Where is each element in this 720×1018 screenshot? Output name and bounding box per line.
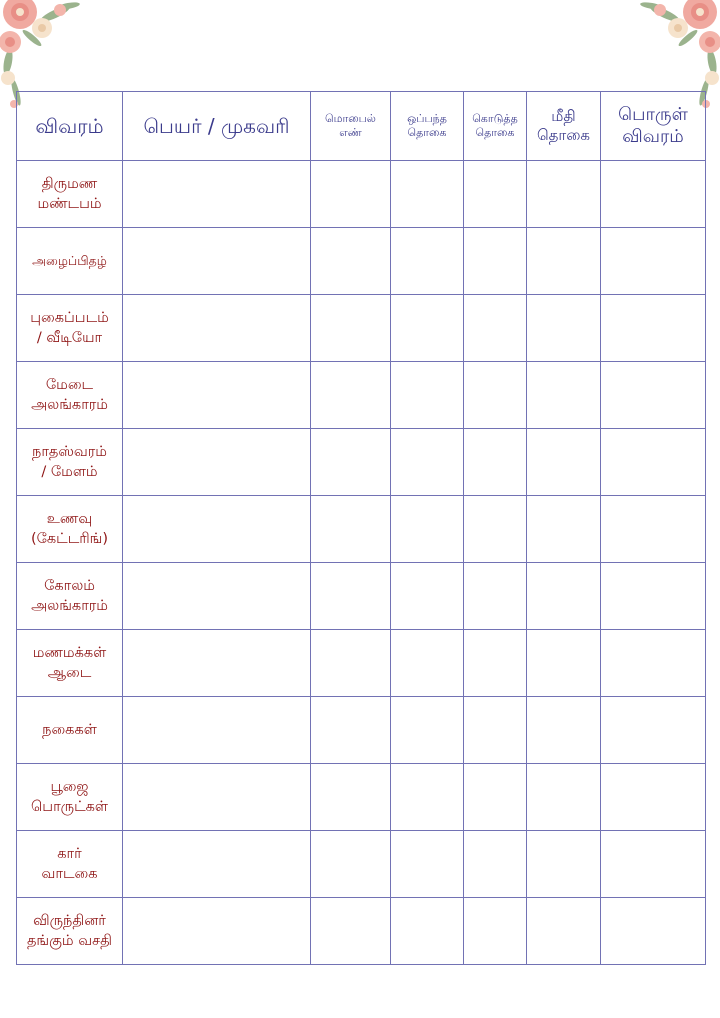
table-row <box>17 697 706 764</box>
item-details-cell[interactable] <box>601 496 706 563</box>
contract-amount-cell[interactable] <box>391 831 464 898</box>
row-label: நாதஸ்வரம் / மேளம் <box>17 429 123 496</box>
name-address-cell[interactable] <box>123 228 311 295</box>
paid-amount-cell[interactable] <box>464 898 527 965</box>
paid-amount-cell[interactable] <box>464 563 527 630</box>
paid-amount-cell[interactable] <box>464 295 527 362</box>
name-address-cell[interactable] <box>123 630 311 697</box>
paid-amount-cell[interactable] <box>464 429 527 496</box>
contract-amount-cell[interactable] <box>391 161 464 228</box>
mobile-cell[interactable] <box>311 630 391 697</box>
contract-amount-cell[interactable] <box>391 228 464 295</box>
name-address-cell[interactable] <box>123 496 311 563</box>
item-details-cell[interactable] <box>601 429 706 496</box>
balance-amount-cell[interactable] <box>527 563 601 630</box>
contract-amount-cell[interactable] <box>391 362 464 429</box>
paid-amount-cell[interactable] <box>464 697 527 764</box>
contract-amount-cell[interactable] <box>391 295 464 362</box>
contract-amount-cell[interactable] <box>391 697 464 764</box>
item-details-cell[interactable] <box>601 295 706 362</box>
balance-amount-cell[interactable] <box>527 161 601 228</box>
contract-amount-cell[interactable] <box>391 764 464 831</box>
table-row <box>17 831 706 898</box>
balance-amount-cell[interactable] <box>527 362 601 429</box>
row-label: புகைப்படம் / வீடியோ <box>17 295 123 362</box>
item-details-cell[interactable] <box>601 831 706 898</box>
paid-amount-cell[interactable] <box>464 764 527 831</box>
mobile-cell[interactable] <box>311 831 391 898</box>
paid-amount-cell[interactable] <box>464 831 527 898</box>
item-details-cell[interactable] <box>601 161 706 228</box>
paid-amount-cell[interactable] <box>464 630 527 697</box>
row-label: பூஜை பொருட்கள் <box>17 764 123 831</box>
name-address-cell[interactable] <box>123 295 311 362</box>
item-details-cell[interactable] <box>601 228 706 295</box>
row-label: மேடை அலங்காரம் <box>17 362 123 429</box>
mobile-cell[interactable] <box>311 429 391 496</box>
row-label: விருந்தினர் தங்கும் வசதி <box>17 898 123 965</box>
wedding-vendor-table <box>16 91 706 965</box>
table-row <box>17 630 706 697</box>
contract-amount-cell[interactable] <box>391 496 464 563</box>
contract-amount-cell[interactable] <box>391 563 464 630</box>
name-address-cell[interactable] <box>123 764 311 831</box>
item-details-cell[interactable] <box>601 898 706 965</box>
name-address-cell[interactable] <box>123 429 311 496</box>
mobile-cell[interactable] <box>311 764 391 831</box>
paid-amount-cell[interactable] <box>464 228 527 295</box>
item-details-cell[interactable] <box>601 697 706 764</box>
header-item-details: பொருள் விவரம் <box>601 92 706 161</box>
header-paid-amount: கொடுத்த தொகை <box>464 92 527 161</box>
balance-amount-cell[interactable] <box>527 697 601 764</box>
name-address-cell[interactable] <box>123 697 311 764</box>
header-name-address: பெயர் / முகவரி <box>123 92 311 161</box>
row-label: உணவு (கேட்டரிங்) <box>17 496 123 563</box>
name-address-cell[interactable] <box>123 362 311 429</box>
contract-amount-cell[interactable] <box>391 898 464 965</box>
balance-amount-cell[interactable] <box>527 630 601 697</box>
table-row <box>17 563 706 630</box>
mobile-cell[interactable] <box>311 295 391 362</box>
row-label: நகைகள் <box>17 697 123 764</box>
name-address-cell[interactable] <box>123 563 311 630</box>
contract-amount-cell[interactable] <box>391 630 464 697</box>
balance-amount-cell[interactable] <box>527 295 601 362</box>
table-row <box>17 161 706 228</box>
row-label: திருமண மண்டபம் <box>17 161 123 228</box>
balance-amount-cell[interactable] <box>527 429 601 496</box>
balance-amount-cell[interactable] <box>527 898 601 965</box>
table-row <box>17 362 706 429</box>
balance-amount-cell[interactable] <box>527 831 601 898</box>
item-details-cell[interactable] <box>601 764 706 831</box>
header-row <box>17 92 706 161</box>
header-balance-amount: மீதி தொகை <box>527 92 601 161</box>
mobile-cell[interactable] <box>311 496 391 563</box>
paid-amount-cell[interactable] <box>464 496 527 563</box>
contract-amount-cell[interactable] <box>391 429 464 496</box>
balance-amount-cell[interactable] <box>527 764 601 831</box>
mobile-cell[interactable] <box>311 161 391 228</box>
mobile-cell[interactable] <box>311 563 391 630</box>
header-details: விவரம் <box>17 92 123 161</box>
table-row <box>17 295 706 362</box>
row-label: மணமக்கள் ஆடை <box>17 630 123 697</box>
table-row <box>17 898 706 965</box>
balance-amount-cell[interactable] <box>527 496 601 563</box>
row-label: கார் வாடகை <box>17 831 123 898</box>
table-row <box>17 496 706 563</box>
table-row <box>17 764 706 831</box>
balance-amount-cell[interactable] <box>527 228 601 295</box>
name-address-cell[interactable] <box>123 898 311 965</box>
row-label: கோலம் அலங்காரம் <box>17 563 123 630</box>
row-label: அழைப்பிதழ் <box>17 228 123 295</box>
item-details-cell[interactable] <box>601 362 706 429</box>
paid-amount-cell[interactable] <box>464 362 527 429</box>
mobile-cell[interactable] <box>311 898 391 965</box>
item-details-cell[interactable] <box>601 630 706 697</box>
mobile-cell[interactable] <box>311 362 391 429</box>
table-row <box>17 429 706 496</box>
mobile-cell[interactable] <box>311 697 391 764</box>
name-address-cell[interactable] <box>123 161 311 228</box>
header-contract-amount: ஒப்பந்த தொகை <box>391 92 464 161</box>
item-details-cell[interactable] <box>601 563 706 630</box>
name-address-cell[interactable] <box>123 831 311 898</box>
paid-amount-cell[interactable] <box>464 161 527 228</box>
mobile-cell[interactable] <box>311 228 391 295</box>
table-row <box>17 228 706 295</box>
header-mobile-number: மொபைல் எண் <box>311 92 391 161</box>
